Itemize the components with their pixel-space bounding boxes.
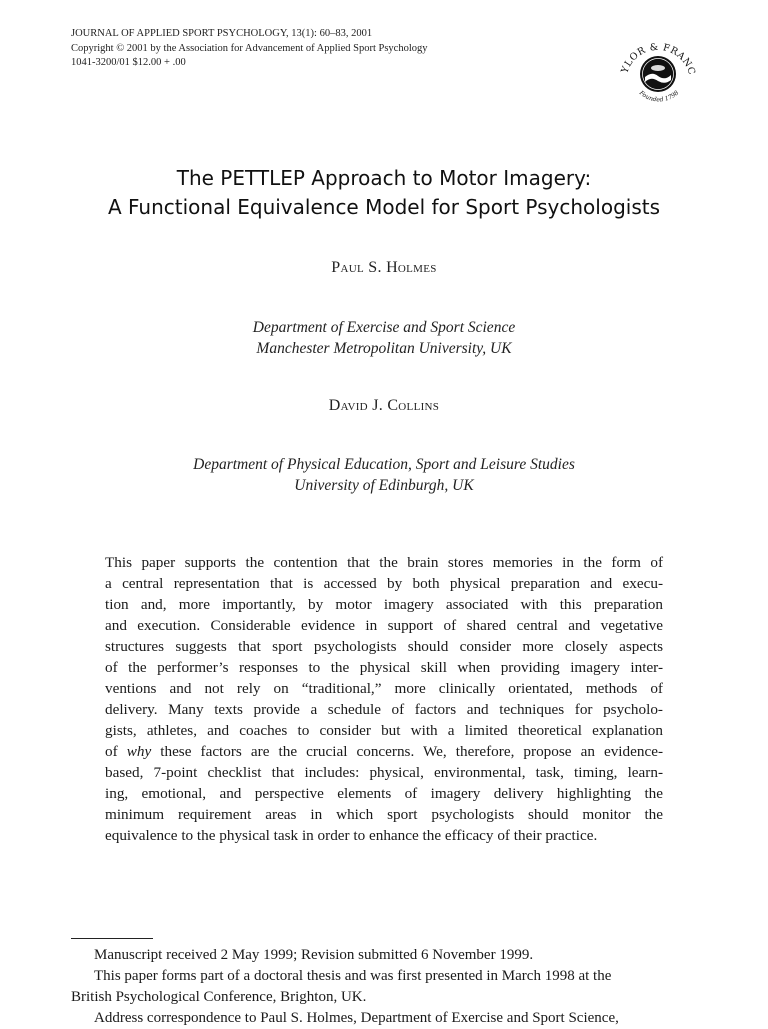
affiliation-department: Department of Exercise and Sport Science (252, 319, 516, 336)
journal-header (71, 27, 428, 71)
journal-citation: JOURNAL OF APPLIED SPORT PSYCHOLOGY, 13(1): 60–83, 2001 (71, 28, 373, 39)
abstract-text: these factors are the crucial concerns. We, therefore, propose an evidence- (151, 743, 663, 760)
affiliation-department: Department of Physical Education, Sport and Leisure Studies (193, 456, 575, 473)
footnote-divider (71, 938, 153, 939)
correspondence-address: Address correspondence to Paul S. Holmes, Department of Exercise and Sport Science, (94, 1010, 619, 1026)
abstract (105, 552, 663, 846)
paper-title (0, 164, 768, 222)
abstract-text: of (105, 743, 127, 760)
issn-price: 1041-3200/01 $12.00 + .00 (71, 57, 186, 68)
abstract-line: based, 7-point checklist that includes: physical, environmental, task, timing, learn- (105, 764, 663, 781)
abstract-line: equivalence to the physical task in order to enhance the efficacy of their practice. (105, 827, 598, 844)
abstract-line: of the performer’s responses to the physical skill when providing imagery inter- (105, 659, 663, 676)
title-line-2: A Functional Equivalence Model for Sport Psychologists (107, 195, 661, 219)
abstract-line: delivery. Many texts provide a schedule of factors and techniques for psycholo- (105, 701, 663, 718)
copyright-notice: Copyright © 2001 by the Association for Advancement of Applied Sport Psychology (71, 42, 428, 54)
abstract-line: and execution. Considerable evidence in support of shared central and vegetative (105, 617, 663, 634)
thesis-note-line-1: This paper forms part of a doctoral thesis and was first presented in March 1998 at the (94, 968, 612, 984)
author-2-affiliation (0, 454, 768, 496)
publisher-name-text: YLOR & FRANC (619, 41, 698, 77)
abstract-line: ing, emotional, and perspective elements of imagery delivery highlighting the (105, 785, 663, 802)
abstract-line: tion and, more importantly, by motor imagery associated with this preparation (105, 596, 663, 613)
author-2-name: David J. Collins (328, 397, 440, 414)
affiliation-institution: Manchester Metropolitan University, UK (256, 340, 512, 357)
title-line-1: The PETTLEP Approach to Motor Imagery: (176, 166, 592, 190)
abstract-line: This paper supports the contention that the brain stores memories in the form of (105, 554, 663, 571)
founded-text: Founded 1798 (637, 89, 681, 104)
affiliation-institution: University of Edinburgh, UK (294, 477, 474, 494)
abstract-line: a central representation that is accessed by both physical preparation and execu- (105, 575, 663, 592)
abstract-line: ventions and not rely on “traditional,” more clinically orientated, methods of (105, 680, 663, 697)
abstract-line: gists, athletes, and coaches to consider but with a limited theoretical explanation (105, 722, 663, 739)
author-1-name: Paul S. Holmes (331, 259, 437, 276)
manuscript-dates: Manuscript received 2 May 1999; Revision submitted 6 November 1999. (94, 947, 534, 963)
abstract-line: structures suggests that sport psychologists should consider more closely aspects (105, 638, 663, 655)
footnotes (71, 945, 698, 1029)
abstract-line (105, 741, 663, 762)
emphasized-word: why (126, 743, 152, 760)
thesis-note-line-2: British Psychological Conference, Brighton, UK. (71, 989, 367, 1005)
author-1-affiliation (0, 317, 768, 359)
abstract-line: minimum requirement areas in which sport psychologists should monitor the (105, 806, 663, 823)
publisher-seal-icon (614, 24, 702, 112)
